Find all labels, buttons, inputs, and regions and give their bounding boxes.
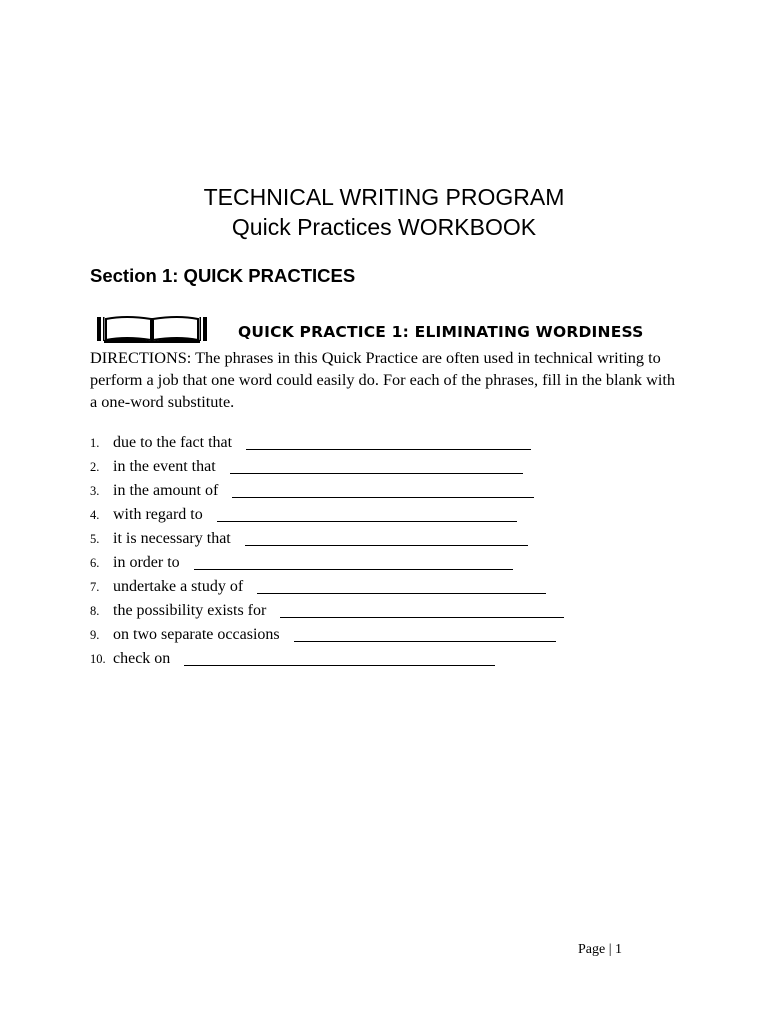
item-phrase: in the event that (113, 458, 216, 475)
item-number: 3. (90, 484, 100, 498)
item-number: 1. (90, 436, 100, 450)
item-phrase: the possibility exists for (113, 602, 267, 619)
exercise-item (90, 647, 564, 671)
practice-heading: QUICK PRACTICE 1: ELIMINATING WORDINESS (238, 323, 644, 341)
item-phrase: due to the fact that (113, 434, 233, 451)
item-phrase: in the amount of (113, 482, 219, 499)
answer-blank[interactable] (246, 435, 531, 450)
document-title: TECHNICAL WRITING PROGRAM (203, 184, 565, 210)
exercise-item (90, 503, 564, 527)
exercise-item (90, 599, 564, 623)
answer-blank[interactable] (230, 459, 523, 474)
item-phrase: check on (113, 650, 171, 667)
document-subtitle: Quick Practices WORKBOOK (231, 214, 537, 240)
exercise-item (90, 623, 564, 647)
item-number: 8. (90, 604, 100, 618)
exercise-item (90, 575, 564, 599)
exercise-list (90, 431, 564, 671)
answer-blank[interactable] (194, 555, 513, 570)
item-number: 2. (90, 460, 100, 474)
exercise-item (90, 527, 564, 551)
exercise-item (90, 479, 564, 503)
item-number: 10. (90, 652, 106, 666)
item-number: 5. (90, 532, 100, 546)
item-phrase: it is necessary that (113, 530, 231, 547)
exercise-item (90, 455, 564, 479)
item-number: 4. (90, 508, 100, 522)
item-number: 6. (90, 556, 100, 570)
answer-blank[interactable] (257, 579, 546, 594)
item-number: 7. (90, 580, 100, 594)
item-phrase: in order to (113, 554, 180, 571)
answer-blank[interactable] (245, 531, 528, 546)
answer-blank[interactable] (232, 483, 534, 498)
answer-blank[interactable] (184, 651, 495, 666)
answer-blank[interactable] (294, 627, 556, 642)
page-number: Page | 1 (578, 942, 623, 957)
section-heading: Section 1: QUICK PRACTICES (90, 265, 356, 286)
directions-text: DIRECTIONS: The phrases in this Quick Practice are often used in technical writing to perform a job that one word could easily do. For each of the phrases, fill in the blank with a one-word substitute. (90, 348, 676, 411)
answer-blank[interactable] (217, 507, 517, 522)
item-phrase: on two separate occasions (113, 626, 280, 643)
item-phrase: undertake a study of (113, 578, 244, 595)
exercise-item (90, 551, 564, 575)
answer-blank[interactable] (280, 603, 564, 618)
open-book-icon (96, 314, 208, 344)
item-number: 9. (90, 628, 100, 642)
item-phrase: with regard to (113, 506, 203, 523)
exercise-item (90, 431, 564, 455)
